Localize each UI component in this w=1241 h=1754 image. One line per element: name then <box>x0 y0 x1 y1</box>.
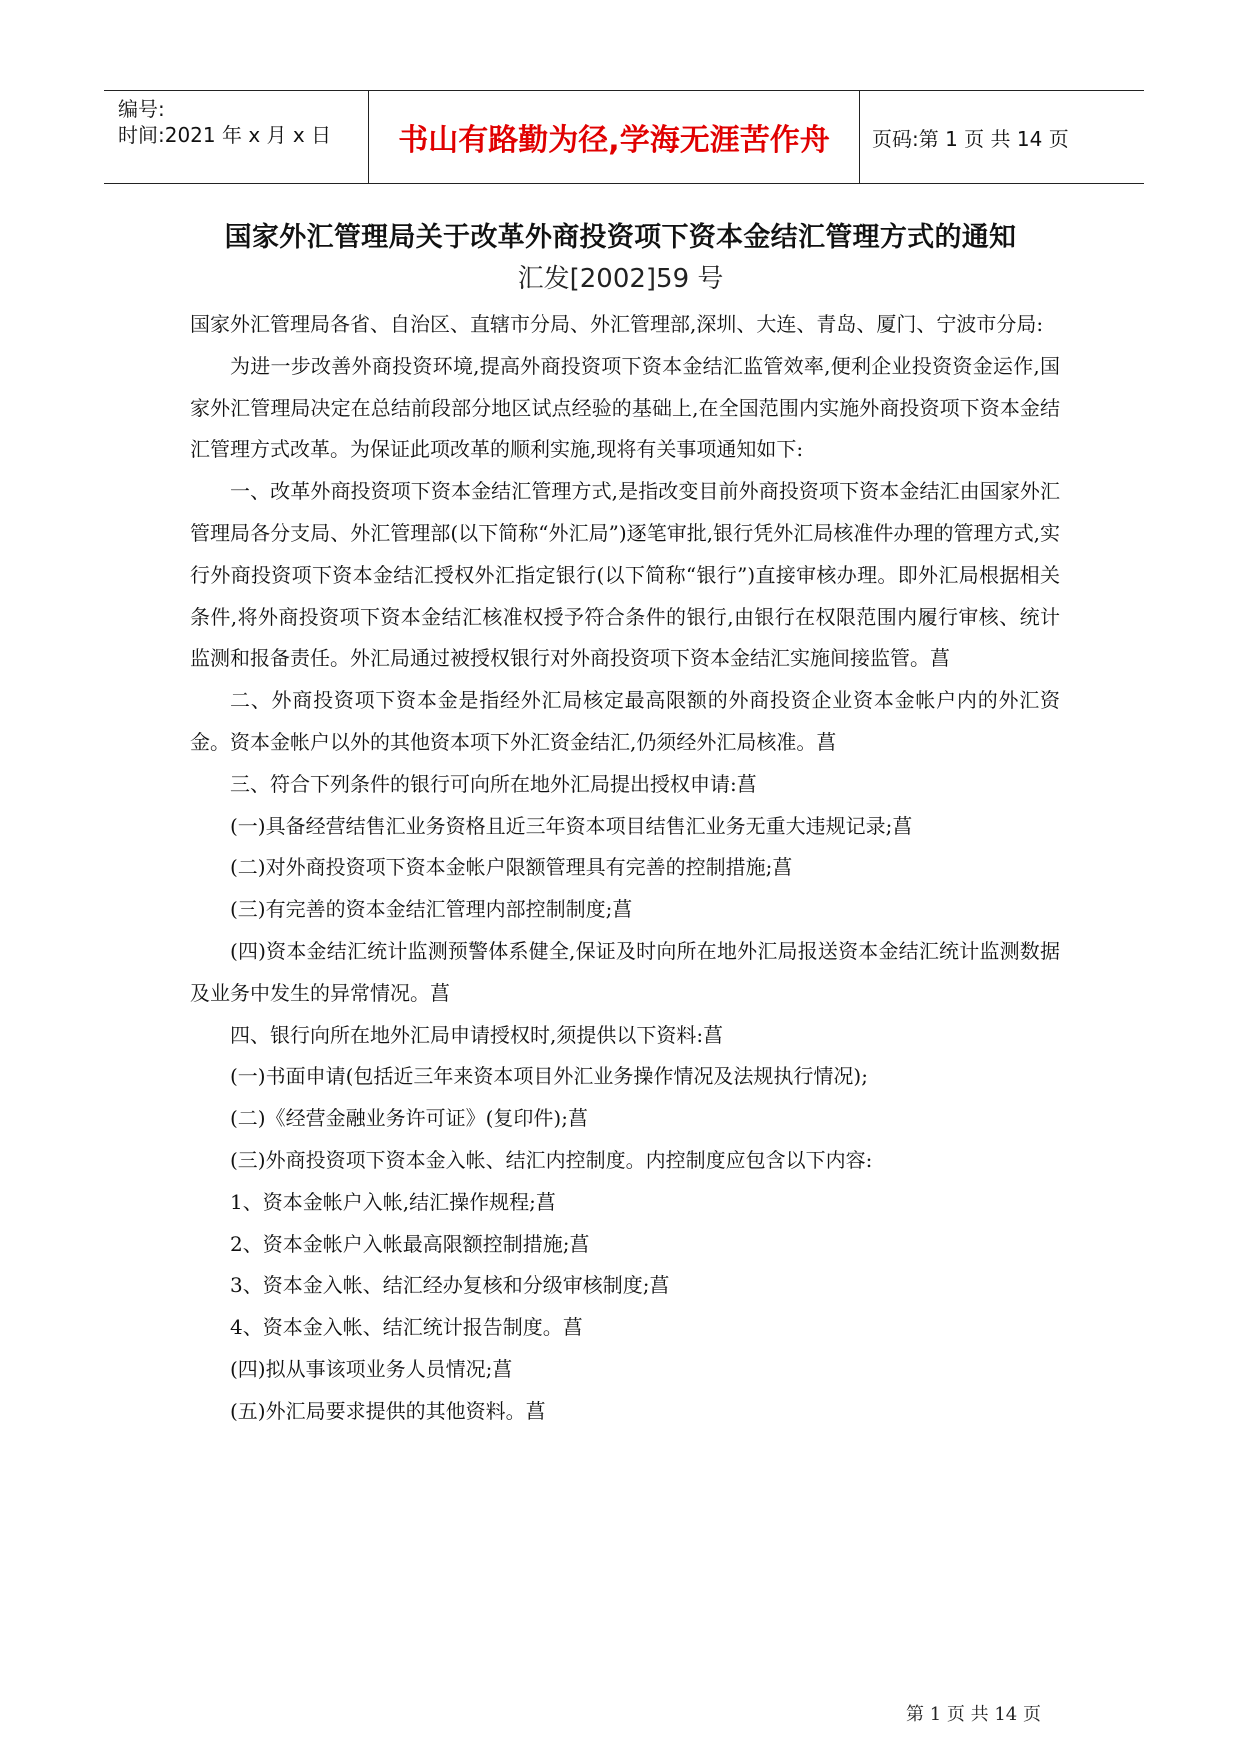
document-body <box>190 304 1060 1433</box>
paragraph: 1、资本金帐户入帐,结汇操作规程;菖 <box>230 1189 556 1214</box>
paragraph: 二、外商投资项下资本金是指经外汇局核定最高限额的外商投资企业资本金帐户内的外汇资金。资本金帐户以外的其他资本项下外汇资金结汇,仍须经外汇局核准。菖 <box>190 688 1060 754</box>
paragraph: 国家外汇管理局各省、自治区、直辖市分局、外汇管理部,深圳、大连、青岛、厦门、宁波市分局: <box>190 312 1044 336</box>
paragraph: (四)资本金结汇统计监测预警体系健全,保证及时向所在地外汇局报送资本金结汇统计监测数据及业务中发生的异常情况。菖 <box>190 938 1060 1005</box>
header-left-cell <box>104 91 369 183</box>
document-title: 国家外汇管理局关于改革外商投资项下资本金结汇管理方式的通知 <box>224 222 1017 253</box>
time-label: 时间:2021 年 x 月 x 日 <box>118 123 332 147</box>
paragraph: (一)具备经营结售汇业务资格且近三年资本项目结售汇业务无重大违规记录;菖 <box>230 813 913 838</box>
paragraph: (一)书面申请(包括近三年来资本项目外汇业务操作情况及法规执行情况); <box>230 1064 868 1089</box>
paragraph: 2、资本金帐户入帐最高限额控制措施;菖 <box>230 1231 590 1256</box>
paragraph: (三)外商投资项下资本金入帐、结汇内控制度。内控制度应包含以下内容: <box>230 1147 873 1172</box>
paragraph: 四、银行向所在地外汇局申请授权时,须提供以下资料:菖 <box>230 1022 724 1047</box>
document-number: 汇发[2002]59 号 <box>517 264 724 294</box>
paragraph: 为进一步改善外商投资环境,提高外商投资项下资本金结汇监管效率,便利企业投资资金运作,国家外汇管理局决定在总结前段部分地区试点经验的基础上,在全国范围内实施外商投资项下资本金结汇管理方式改革。为保证此项改革的顺利实施,现将有关事项通知如下: <box>190 353 1060 462</box>
paragraph: (三)有完善的资本金结汇管理内部控制制度;菖 <box>230 897 633 922</box>
paragraph: (五)外汇局要求提供的其他资料。菖 <box>230 1398 546 1423</box>
paragraph: 4、资本金入帐、结汇统计报告制度。菖 <box>230 1315 583 1340</box>
number-label: 编号: <box>118 97 165 121</box>
paragraph: 3、资本金入帐、结汇经办复核和分级审核制度;菖 <box>230 1273 670 1298</box>
paragraph: 三、符合下列条件的银行可向所在地外汇局提出授权申请:菖 <box>230 771 757 796</box>
paragraph: (二)《经营金融业务许可证》(复印件);菖 <box>230 1106 588 1131</box>
paragraph: (二)对外商投资项下资本金帐户限额管理具有完善的控制措施;菖 <box>230 855 793 880</box>
header-table <box>104 90 1144 184</box>
paragraph: (四)拟从事该项业务人员情况;菖 <box>230 1356 513 1381</box>
footer-page-number: 第 1 页 共 14 页 <box>906 1704 1041 1725</box>
motto: 书山有路勤为径,学海无涯苦作舟 <box>369 91 860 183</box>
paragraph: 一、改革外商投资项下资本金结汇管理方式,是指改变目前外商投资项下资本金结汇由国家外汇管理局各分支局、外汇管理部(以下简称“外汇局”)逐笔审批,银行凭外汇局核准件办理的管理方式,实行外商投资项下资本金结汇授权外汇指定银行(以下简称“银行”)直接审核办理。即外汇局根据相关条件,将外商投资项下资本金结汇核准权授予符合条件的银行,由银行在权限范围内履行审核、统计监测和报备责任。外汇局通过被授权银行对外商投资项下资本金结汇实施间接监管。菖 <box>190 479 1060 671</box>
page-info: 页码:第 1 页 共 14 页 <box>872 126 1069 151</box>
